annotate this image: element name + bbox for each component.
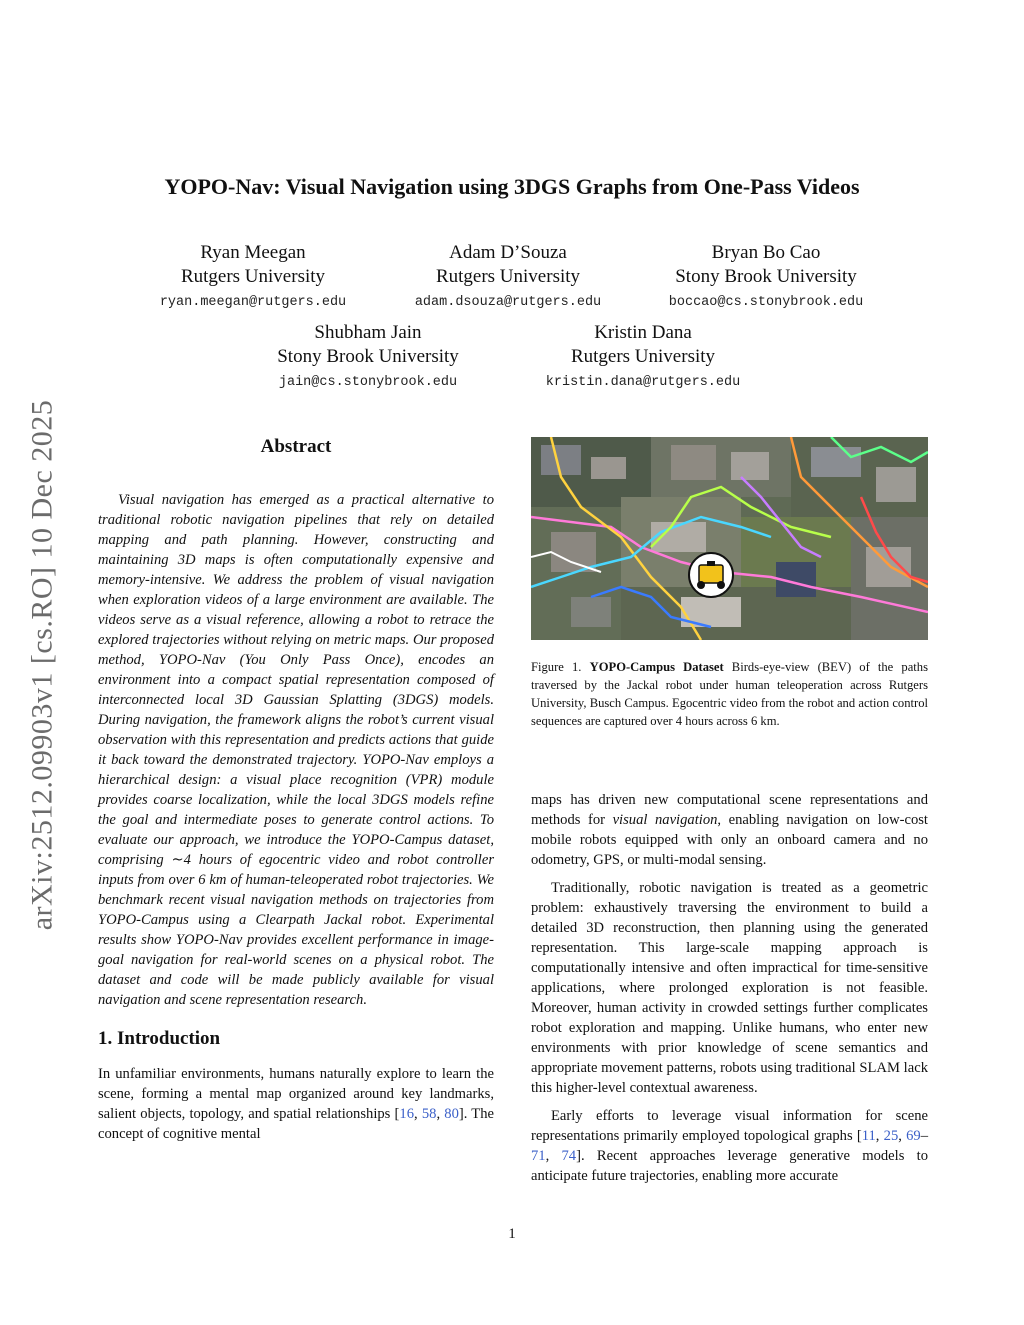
left-column [98, 436, 494, 1144]
author-email: boccao@cs.stonybrook.edu [668, 295, 864, 310]
text-run: maps has driven new computational scene representations and methods for [531, 792, 928, 828]
citation-link[interactable]: 74 [561, 1148, 577, 1164]
paper-title: YOPO-Nav: Visual Navigation using 3DGS Graphs from One-Pass Videos [164, 174, 860, 199]
arxiv-id: arXiv:2512.09903v1 [cs.RO] 10 Dec 2025 [25, 399, 58, 931]
author-affiliation: Rutgers University [435, 266, 581, 287]
citation-link[interactable]: 11 [861, 1128, 876, 1144]
text-run: ]. The concept of cognitive mental [98, 1106, 494, 1142]
author-block [238, 321, 498, 390]
bev-map-image [531, 437, 928, 640]
campus-bev-map-figure [531, 437, 928, 640]
text-run: Early efforts to leverage visual information for scene representations primarily employed topological graphs [ [531, 1108, 928, 1144]
author-email: ryan.meegan@rutgers.edu [159, 295, 347, 310]
figure-label: Figure 1. [531, 660, 582, 674]
text-run: – [920, 1128, 929, 1144]
text-run: , [436, 1106, 445, 1122]
figure-caption-text: Birds-eye-view (BEV) of the paths traversed by the Jackal robot under human teleoperation across Rutgers University, Busch Campus. Egocentric video from the robot and action control sequences are captured over 4 hours across 6 km. [531, 660, 928, 728]
right-column-figure [531, 436, 928, 730]
emphasis-text: visual navigation [612, 812, 718, 828]
text-run: , [414, 1106, 422, 1122]
text-run: , enabling navigation on low-cost mobile robots equipped with only an onboard camera and no odometry, GPS, or multi-modal sensing. [531, 812, 928, 868]
author-name: Ryan Meegan [200, 242, 306, 263]
citation-link[interactable]: 71 [531, 1148, 546, 1164]
body-paragraph [531, 1106, 928, 1186]
author-block [378, 241, 638, 310]
text-run: ]. Recent approaches leverage generative models to anticipate future trajectories, enabling more accurate [531, 1148, 928, 1184]
author-name: Bryan Bo Cao [711, 242, 821, 263]
citation-link[interactable]: 58 [421, 1106, 437, 1122]
author-block [513, 321, 773, 390]
citation-link[interactable]: 16 [399, 1106, 414, 1122]
author-name: Shubham Jain [314, 322, 422, 343]
section-heading-introduction: 1. Introduction [98, 1028, 221, 1049]
text-run: , [545, 1148, 562, 1164]
figure-caption [531, 658, 928, 730]
author-email: adam.dsouza@rutgers.edu [414, 295, 602, 310]
arxiv-stamp [18, 370, 66, 960]
abstract-text: Visual navigation has emerged as a practical alternative to traditional robotic navigation pipelines that rely on detailed mapping and path planning. However, constructing and maintaining 3D maps is often computationally expensive and memory-intensive. We address the problem of visual navigation when exploration videos of a large environment are available. The videos serve as a visual reference, allowing a robot to retrace the explored trajectories without relying on metric maps. Our proposed method, YOPO-Nav (You Only Pass Once), encodes an environment into a compact spatial representation composed of interconnected local 3D Gaussian Splatting (3DGS) models. During navigation, the framework aligns the robot’s current visual observation with this representation and predicts actions that guide it back toward the demonstrated trajectory. YOPO-Nav employs a hierarchical design: a visual place recognition (VPR) module provides coarse localization, while the local 3DGS models refine the goal and intermediate poses to generate control actions. To evaluate our approach, we introduce the YOPO-Campus dataset, comprising ∼4 hours of egocentric video and robot controller inputs from over 6 km of human-teleoperated robot trajectories. We benchmark recent visual navigation methods on trajectories from YOPO-Campus using a Clearpath Jackal robot. Experimental results show YOPO-Nav provides excellent performance in image-goal navigation for real-world scenes on a physical robot. The dataset and code will be made publicly available for visual navigation and scene representation research. [98, 492, 494, 1008]
text-run: In unfamiliar environments, humans naturally explore to learn the scene, forming a mental map organized around key landmarks, salient objects, topology, and spatial relationships [ [98, 1066, 494, 1122]
text-run: , [875, 1128, 884, 1144]
citation-link[interactable]: 80 [444, 1106, 459, 1122]
abstract-heading: Abstract [260, 436, 332, 457]
author-block [636, 241, 896, 310]
author-affiliation: Stony Brook University [675, 266, 857, 287]
author-name: Adam D’Souza [449, 242, 567, 263]
citation-link[interactable]: 25 [883, 1128, 899, 1144]
citation-link[interactable]: 69 [906, 1128, 921, 1144]
page-number: 1 [508, 1226, 516, 1242]
text-run: , [898, 1128, 907, 1144]
author-email: kristin.dana@rutgers.edu [545, 375, 741, 390]
body-paragraph: Traditionally, robotic navigation is treated as a geometric problem: exhaustively traversing the environment to build a detailed 3D reconstruction, then planning using the generated representation. This large-scale mapping approach is computationally intensive and often impractical for time-sensitive applications, where prolonged exploration is not feasible. Moreover, human activity in crowded settings further complicates robot exploration and mapping. Unlike humans, who enter new environments with prior knowledge of scene semantics and appropriate movement patterns, robots using traditional SLAM lack this higher-level contextual awareness. [531, 880, 928, 1096]
author-affiliation: Stony Brook University [277, 346, 459, 367]
author-affiliation: Rutgers University [570, 346, 716, 367]
author-block [123, 241, 383, 310]
jackal-robot-icon [689, 553, 733, 597]
introduction-paragraph [98, 1064, 494, 1144]
right-column-body [531, 790, 928, 1194]
author-name: Kristin Dana [594, 322, 692, 343]
figure-caption-bold: YOPO-Campus Dataset [589, 660, 724, 674]
body-paragraph [531, 790, 928, 870]
author-affiliation: Rutgers University [180, 266, 326, 287]
author-email: jain@cs.stonybrook.edu [278, 375, 458, 390]
